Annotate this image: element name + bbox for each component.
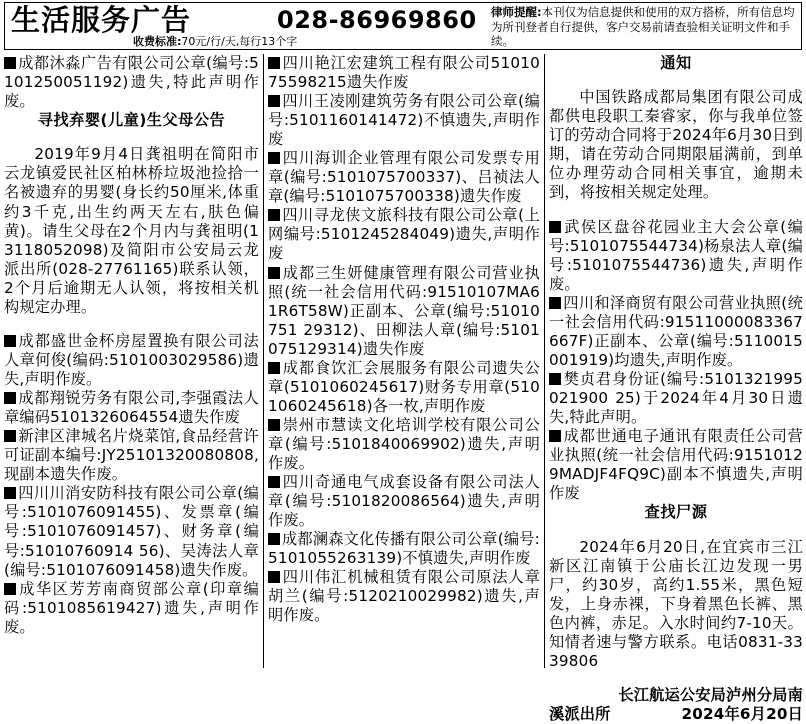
ad-item: 成华区芳芳南商贸部公章(印章编码:5101085619427)遗失,声明作废。 bbox=[4, 579, 259, 636]
ad-item: 四川王凌刚建筑劳务有限公司公章(编号:5101160141472)不慎遗失,声明作废 bbox=[268, 92, 540, 149]
notice-title: 通知 bbox=[660, 54, 692, 72]
signature-date: 2024年6月20日 bbox=[681, 705, 803, 724]
ad-item: 四川伟汇机械租赁有限公司原法人章胡兰(编号:5120210029982)遗失,声明作废。 bbox=[268, 568, 540, 625]
fee-value: 70元/行/天,每行13个字 bbox=[181, 35, 298, 48]
reminder-label: 律师提醒: bbox=[491, 5, 542, 19]
lawyer-reminder bbox=[491, 5, 803, 49]
ad-item: 成都三生妍健康管理有限公司营业执照(统一社会信用代码:91510107MA61R6T58W)正副本、公章(编号:51010751 29312)、田柳法人章(编号:5101075129314)遗失作废 bbox=[268, 263, 540, 358]
corpse-notice-body: 2024年6月20日,在宜宾市三江新区江南镇于公庙长江边发现一男尸，约30岁，高约1.55米，黑色短发，上身赤裸，下身着黑色长裤、黑色内裤，赤足。入水时间约7-10天。知情者速与警方联系。电话0831-3339806 bbox=[549, 537, 803, 670]
notice-title: 寻找弃婴(儿童)生父母公告 bbox=[37, 111, 226, 130]
ad-item: 成都翔锐劳务有限公司,李强霞法人章编码5101326064554遗失作废 bbox=[4, 389, 259, 427]
ad-item: 武侯区盘谷花园业主大会公章(编号:5101075544734)杨泉法人章(编号:5101075544736)遗失,声明作废。 bbox=[549, 217, 803, 293]
reminder-text: 本刊仅为信息提供和使用的双方搭桥，所有信息均为所刊登者自行提供，客户交易前请查验相关证明文件和手续。 bbox=[491, 5, 795, 48]
ad-item: 四川和泽商贸有限公司营业执照(统一社会信用代码:91511000083367667F)正副本、公章(编号:5110015001919)均遗失,声明作废。 bbox=[549, 293, 803, 370]
ad-item: 成都盛世金杯房屋置换有限公司法人章何俊(编码:5101003029586)遗失,声明作废。 bbox=[4, 331, 259, 389]
ad-item: 成都世通电子通讯有限责任公司营业执照(统一社会信用代码:91510129MADJF4FQ9C)副本不慎遗失,声明作废 bbox=[549, 427, 803, 503]
ad-item: 崇州市慧读文化培训学校有限公司公章(编号:5101840069902)遗失,声明作废。 bbox=[268, 415, 540, 472]
ads-column-3 bbox=[549, 54, 803, 724]
ad-header bbox=[4, 2, 802, 50]
signature-station: 溪派出所 bbox=[549, 705, 611, 724]
ad-item: 四川奇通电气成套设备有限公司法人章(编号:5101820086564)遗失,声明作废。 bbox=[268, 473, 540, 530]
notice-body: 中国铁路成都局集团有限公司成都供电段职工秦睿家，你与我单位签订的劳动合同将于2024年6月30日到期，请在劳动合同期限届满前，到单位办理劳动合同相关事宜，逾期未到，将按相关规定处理。 bbox=[549, 88, 803, 202]
hotline-number: 028-86969860 bbox=[277, 6, 477, 34]
ad-item: 四川海训企业管理有限公司发票专用章(编号:5101075700337)、吕祯法人章(编号:5101075700338)遗失作废 bbox=[268, 149, 540, 206]
ad-item: 成都沐淼广告有限公司公章(编号:5101250051192)遗失,特此声明作废。 bbox=[4, 54, 259, 111]
signature-date-line bbox=[549, 705, 803, 724]
ad-item: 成都食饮汇会展服务有限公司遗失公章(5101060245617)财务专用章(5101060245618)各一枚,声明作废 bbox=[268, 358, 540, 415]
ad-item: 樊贞君身份证(编号:5101321995021900 25)于2024年4月30日遗失,特此声明。 bbox=[549, 370, 803, 427]
ads-column-1 bbox=[4, 54, 259, 668]
notice-body: 2019年9月4日龚祖明在简阳市云龙镇爱民社区柏林桥垃圾池捡拾一名被遗弃的男婴(身长约50厘米,体重约3千克,出生约两天左右,肤色偏黄)。请生父母在2个月内与龚祖明(13118052098)及简阳市公安局云龙派出所(028-27761165)联系认领，2个月后逾期无人认领，将按相关机构规定办理。 bbox=[4, 145, 259, 316]
ads-column-2 bbox=[268, 54, 540, 668]
column-divider bbox=[544, 54, 545, 668]
corpse-notice-title: 查找尸源 bbox=[644, 503, 708, 522]
ad-item: 成都澜森文化传播有限公司公章(编号:5101055263139)不慎遗失,声明作废 bbox=[268, 530, 540, 568]
fee-standard bbox=[133, 35, 297, 48]
ad-item: 四川艳江宏建筑工程有限公司5101075598215遗失作废 bbox=[268, 54, 540, 92]
ad-item: 新津区津城名片烧菜馆,食品经营许可证副本编号:JY25101320080808,现副本遗失作废。 bbox=[4, 427, 259, 484]
signature-line: 长江航运公安局泸州分局南 bbox=[618, 686, 803, 705]
fee-label: 收费标准: bbox=[133, 35, 182, 48]
column-divider bbox=[263, 54, 264, 668]
ad-item: 四川川消安防科技有限公司公章(编号:5101076091455)、发票章(编号:5101076091457)、财务章(编号:51010760914 56)、吴涛法人章(编号:5101076091458)遗失作废。 bbox=[4, 484, 259, 579]
ad-item: 四川寻龙侠文旅科技有限公司公章(上网编号:5101245284049)遗失,声明作废 bbox=[268, 206, 540, 263]
section-title: 生活服务广告 bbox=[11, 3, 192, 37]
